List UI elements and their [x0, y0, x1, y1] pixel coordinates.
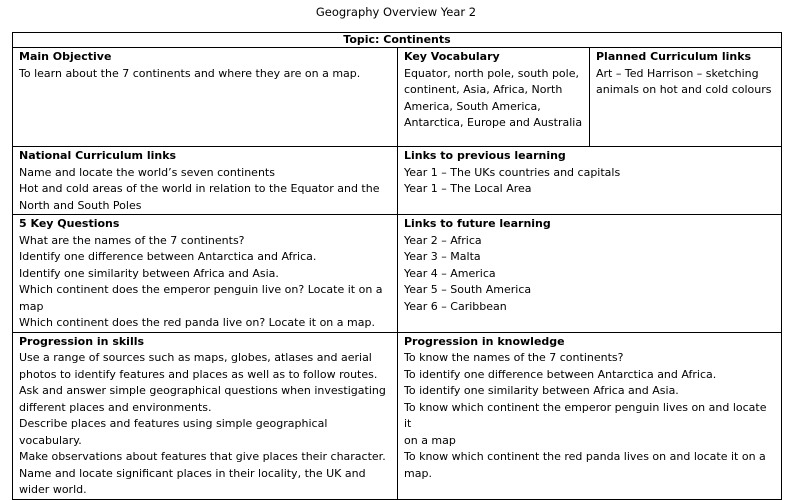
- section-line: To know the names of the 7 continents?: [404, 351, 624, 364]
- progression-knowledge-cell: [398, 332, 782, 499]
- section-heading: Progression in skills: [19, 334, 145, 348]
- section-line: wider world.: [19, 483, 87, 496]
- document-title: Geography Overview Year 2: [315, 5, 477, 19]
- section-line: continent, Asia, Africa, North: [404, 83, 563, 96]
- section-line: animals on hot and cold colours: [596, 83, 772, 96]
- section-line: Name and locate the world’s seven continents: [19, 165, 275, 179]
- section-line: Make observations about features that give places their character.: [19, 450, 386, 463]
- section-heading: 5 Key Questions: [19, 217, 120, 230]
- previous-learning-cell: [398, 147, 782, 215]
- topic-heading: Topic: Continents: [13, 33, 782, 48]
- section-line: Antarctica, Europe and Australia: [404, 116, 583, 129]
- section-line: Equator, north pole, south pole,: [404, 66, 579, 80]
- section-line: map.: [404, 466, 432, 480]
- section-line: North and South Poles: [19, 198, 142, 212]
- section-line: photos to identify features and places as well as to follow routes.: [19, 367, 378, 381]
- national-curriculum-cell: [13, 147, 398, 215]
- overview-table: [12, 32, 782, 500]
- section-line: Identify one difference between Antarctica and Africa.: [19, 250, 317, 263]
- section-line: To identify one similarity between Africa and Asia.: [404, 384, 679, 397]
- section-line: Year 1 – The Local Area: [404, 182, 532, 195]
- section-line: on a map: [404, 433, 456, 447]
- section-line: To learn about the 7 continents and where they are on a map.: [19, 66, 361, 80]
- section-line: What are the names of the 7 continents?: [19, 233, 245, 247]
- section-heading: Links to future learning: [404, 217, 551, 230]
- section-heading: Progression in knowledge: [404, 334, 565, 348]
- table-row: [13, 147, 782, 215]
- section-heading: Main Objective: [19, 50, 112, 63]
- section-line: To identify one difference between Antarctica and Africa.: [404, 367, 717, 381]
- section-line: Name and locate significant places in their locality, the UK and: [19, 466, 366, 480]
- section-line: Which continent does the emperor penguin live on? Locate it on a: [19, 283, 383, 296]
- section-line: Year 4 – America: [404, 266, 496, 280]
- section-line: Year 1 – The UKs countries and capitals: [404, 165, 621, 179]
- section-line: Year 5 – South America: [404, 283, 532, 296]
- table-row: [13, 48, 782, 147]
- section-line: Art – Ted Harrison – sketching: [596, 66, 759, 80]
- future-learning-cell: [398, 215, 782, 333]
- section-line: To know which continent the emperor penguin lives on and locate it: [404, 400, 767, 430]
- section-heading: National Curriculum links: [19, 149, 177, 162]
- main-objective-cell: [13, 48, 398, 147]
- key-vocabulary-cell: [398, 48, 590, 147]
- section-line: Hot and cold areas of the world in relation to the Equator and the: [19, 182, 380, 195]
- section-heading: Links to previous learning: [404, 149, 566, 162]
- section-line: Identify one similarity between Africa and Asia.: [19, 266, 279, 280]
- progression-skills-cell: [13, 332, 398, 499]
- section-line: Year 2 – Africa: [404, 233, 482, 247]
- section-line: different places and environments.: [19, 400, 212, 414]
- section-line: Describe places and features using simple geographical vocabulary.: [19, 417, 328, 447]
- section-line: Which continent does the red panda live on? Locate it on a map.: [19, 316, 375, 329]
- section-line: map: [19, 299, 44, 313]
- section-line: Year 6 – Caribbean: [404, 299, 507, 313]
- topic-row: [13, 33, 782, 48]
- section-heading: Key Vocabulary: [404, 50, 500, 63]
- section-line: Ask and answer simple geographical questions when investigating: [19, 384, 386, 397]
- section-line: Use a range of sources such as maps, globes, atlases and aerial: [19, 351, 372, 364]
- section-line: America, South America,: [404, 99, 541, 113]
- section-line: Year 3 – Malta: [404, 250, 481, 263]
- planned-curriculum-cell: [590, 48, 782, 147]
- section-heading: Planned Curriculum links: [596, 50, 752, 63]
- section-line: To know which continent the red panda lives on and locate it on a: [404, 450, 766, 463]
- table-row: [13, 215, 782, 333]
- table-row: [13, 332, 782, 499]
- key-questions-cell: [13, 215, 398, 333]
